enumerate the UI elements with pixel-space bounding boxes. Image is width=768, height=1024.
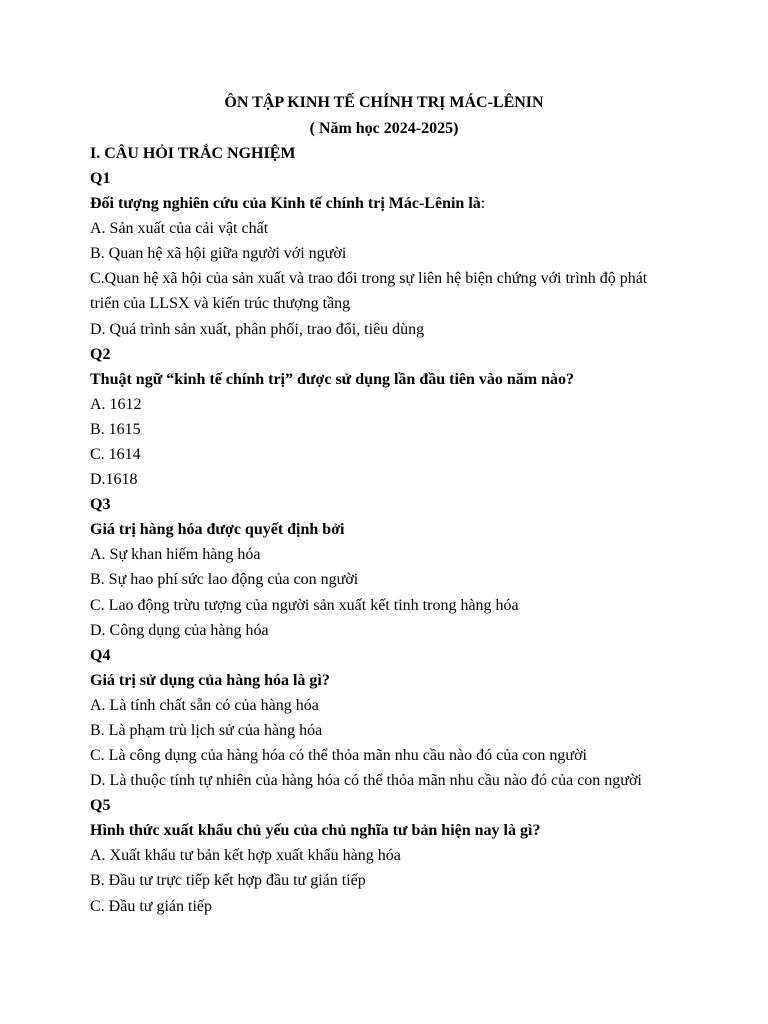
answer-option: A. Sản xuất của cải vật chất — [90, 220, 269, 237]
answer-option: D. Công dụng của hàng hóa — [90, 622, 269, 639]
answer-option: C. Là công dụng của hàng hóa có thể thỏa mãn nhu cầu nào đó của con người — [90, 747, 587, 764]
answer-option: D. Quá trình sản xuất, phân phối, trao đổi, tiêu dùng — [90, 321, 425, 338]
question-label: Q5 — [90, 797, 111, 814]
answer-option: D.1618 — [90, 471, 138, 488]
answer-option: C.Quan hệ xã hội của sản xuất và trao đổi trong sự liên hệ biện chứng với trình độ phát — [90, 270, 648, 287]
question-text: Giá trị hàng hóa được quyết định bởi — [90, 521, 345, 538]
answer-option: A. Sự khan hiếm hàng hóa — [90, 546, 261, 563]
answer-option: B. Đầu tư trực tiếp kết hợp đầu tư gián tiếp — [90, 872, 366, 889]
question-label: Q3 — [90, 496, 111, 513]
answer-option: D. Là thuộc tính tự nhiên của hàng hóa có thể thỏa mãn nhu cầu nào đó của con người — [90, 772, 642, 789]
answer-option: A. 1612 — [90, 396, 142, 413]
answer-option: A. Là tính chất sẵn có của hàng hóa — [90, 697, 319, 714]
question-text: Thuật ngữ “kinh tế chính trị” được sử dụng lần đầu tiên vào năm nào? — [90, 371, 575, 388]
answer-option: B. 1615 — [90, 421, 141, 438]
question-text — [90, 194, 690, 214]
answer-option-continuation: triển của LLSX và kiến trúc thượng tầng — [90, 295, 351, 312]
answer-option: B. Là phạm trù lịch sử của hàng hóa — [90, 722, 323, 739]
question-label: Q1 — [90, 170, 111, 187]
answer-option: C. Đầu tư gián tiếp — [90, 898, 212, 915]
question-label: Q4 — [90, 647, 111, 664]
question-suffix: : — [480, 195, 486, 212]
document-subtitle: ( Năm học 2024-2025) — [309, 120, 459, 137]
question-text: Giá trị sử dụng của hàng hóa là gì? — [90, 672, 330, 689]
answer-option: B. Sự hao phí sức lao động của con người — [90, 571, 359, 588]
document-title: ÔN TẬP KINH TẾ CHÍNH TRỊ MÁC-LÊNIN — [224, 94, 544, 111]
question-label: Q2 — [90, 346, 111, 363]
question-stem: Đối tượng nghiên cứu của Kinh tế chính trị Mác-Lênin là — [90, 195, 481, 212]
answer-option: A. Xuất khẩu tư bản kết hợp xuất khẩu hàng hóa — [90, 847, 401, 864]
section-heading: I. CÂU HỎI TRẮC NGHIỆM — [90, 145, 296, 162]
answer-option: B. Quan hệ xã hội giữa người với người — [90, 245, 347, 262]
answer-option: C. Lao động trừu tượng của người sản xuất kết tinh trong hàng hóa — [90, 597, 519, 614]
answer-option: C. 1614 — [90, 446, 141, 463]
question-text: Hình thức xuất khẩu chủ yếu của chủ nghĩa tư bản hiện nay là gì? — [90, 822, 541, 839]
